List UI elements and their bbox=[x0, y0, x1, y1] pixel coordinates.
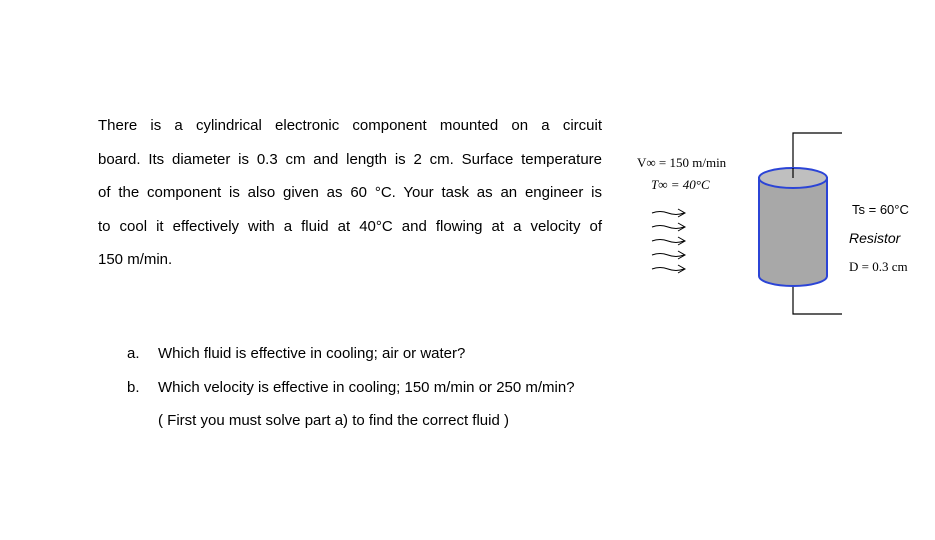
flow-arrow-2 bbox=[652, 223, 685, 231]
problem-line-5: 150 m/min. bbox=[98, 251, 173, 268]
free-stream-velocity-label: V∞ = 150 m/min bbox=[637, 155, 727, 170]
free-stream-temperature-label: T∞ = 40°C bbox=[651, 177, 710, 192]
resistor-label: Resistor bbox=[849, 230, 901, 246]
question-note: ( First you must solve part a) to find the correct fluid ) bbox=[158, 412, 509, 429]
flow-arrow-5 bbox=[652, 265, 685, 273]
question-a-marker: a. bbox=[127, 345, 140, 362]
flow-arrow-3 bbox=[652, 237, 685, 245]
question-b-marker: b. bbox=[127, 379, 140, 396]
surface-temperature-label: Ts = 60°C bbox=[852, 202, 909, 217]
flow-arrow-4 bbox=[652, 251, 685, 259]
problem-line-3: of the component is also given as 60 °C. Your task as an engineer is bbox=[98, 184, 602, 201]
flow-arrow-1 bbox=[652, 209, 685, 217]
flow-arrows-icon bbox=[652, 209, 685, 273]
cylinder-body bbox=[759, 178, 827, 286]
problem-line-1: There is a cylindrical electronic component mounted on a circuit bbox=[98, 117, 602, 134]
diameter-label: D = 0.3 cm bbox=[849, 259, 908, 274]
problem-line-4: to cool it effectively with a fluid at 40°C and flowing at a velocity of bbox=[98, 218, 602, 235]
question-a-text: Which fluid is effective in cooling; air or water? bbox=[158, 345, 466, 362]
cylinder-component bbox=[759, 168, 827, 286]
question-b-text: Which velocity is effective in cooling; 150 m/min or 250 m/min? bbox=[158, 379, 575, 396]
problem-line-2: board. Its diameter is 0.3 cm and length is 2 cm. Surface temperature bbox=[98, 151, 602, 168]
